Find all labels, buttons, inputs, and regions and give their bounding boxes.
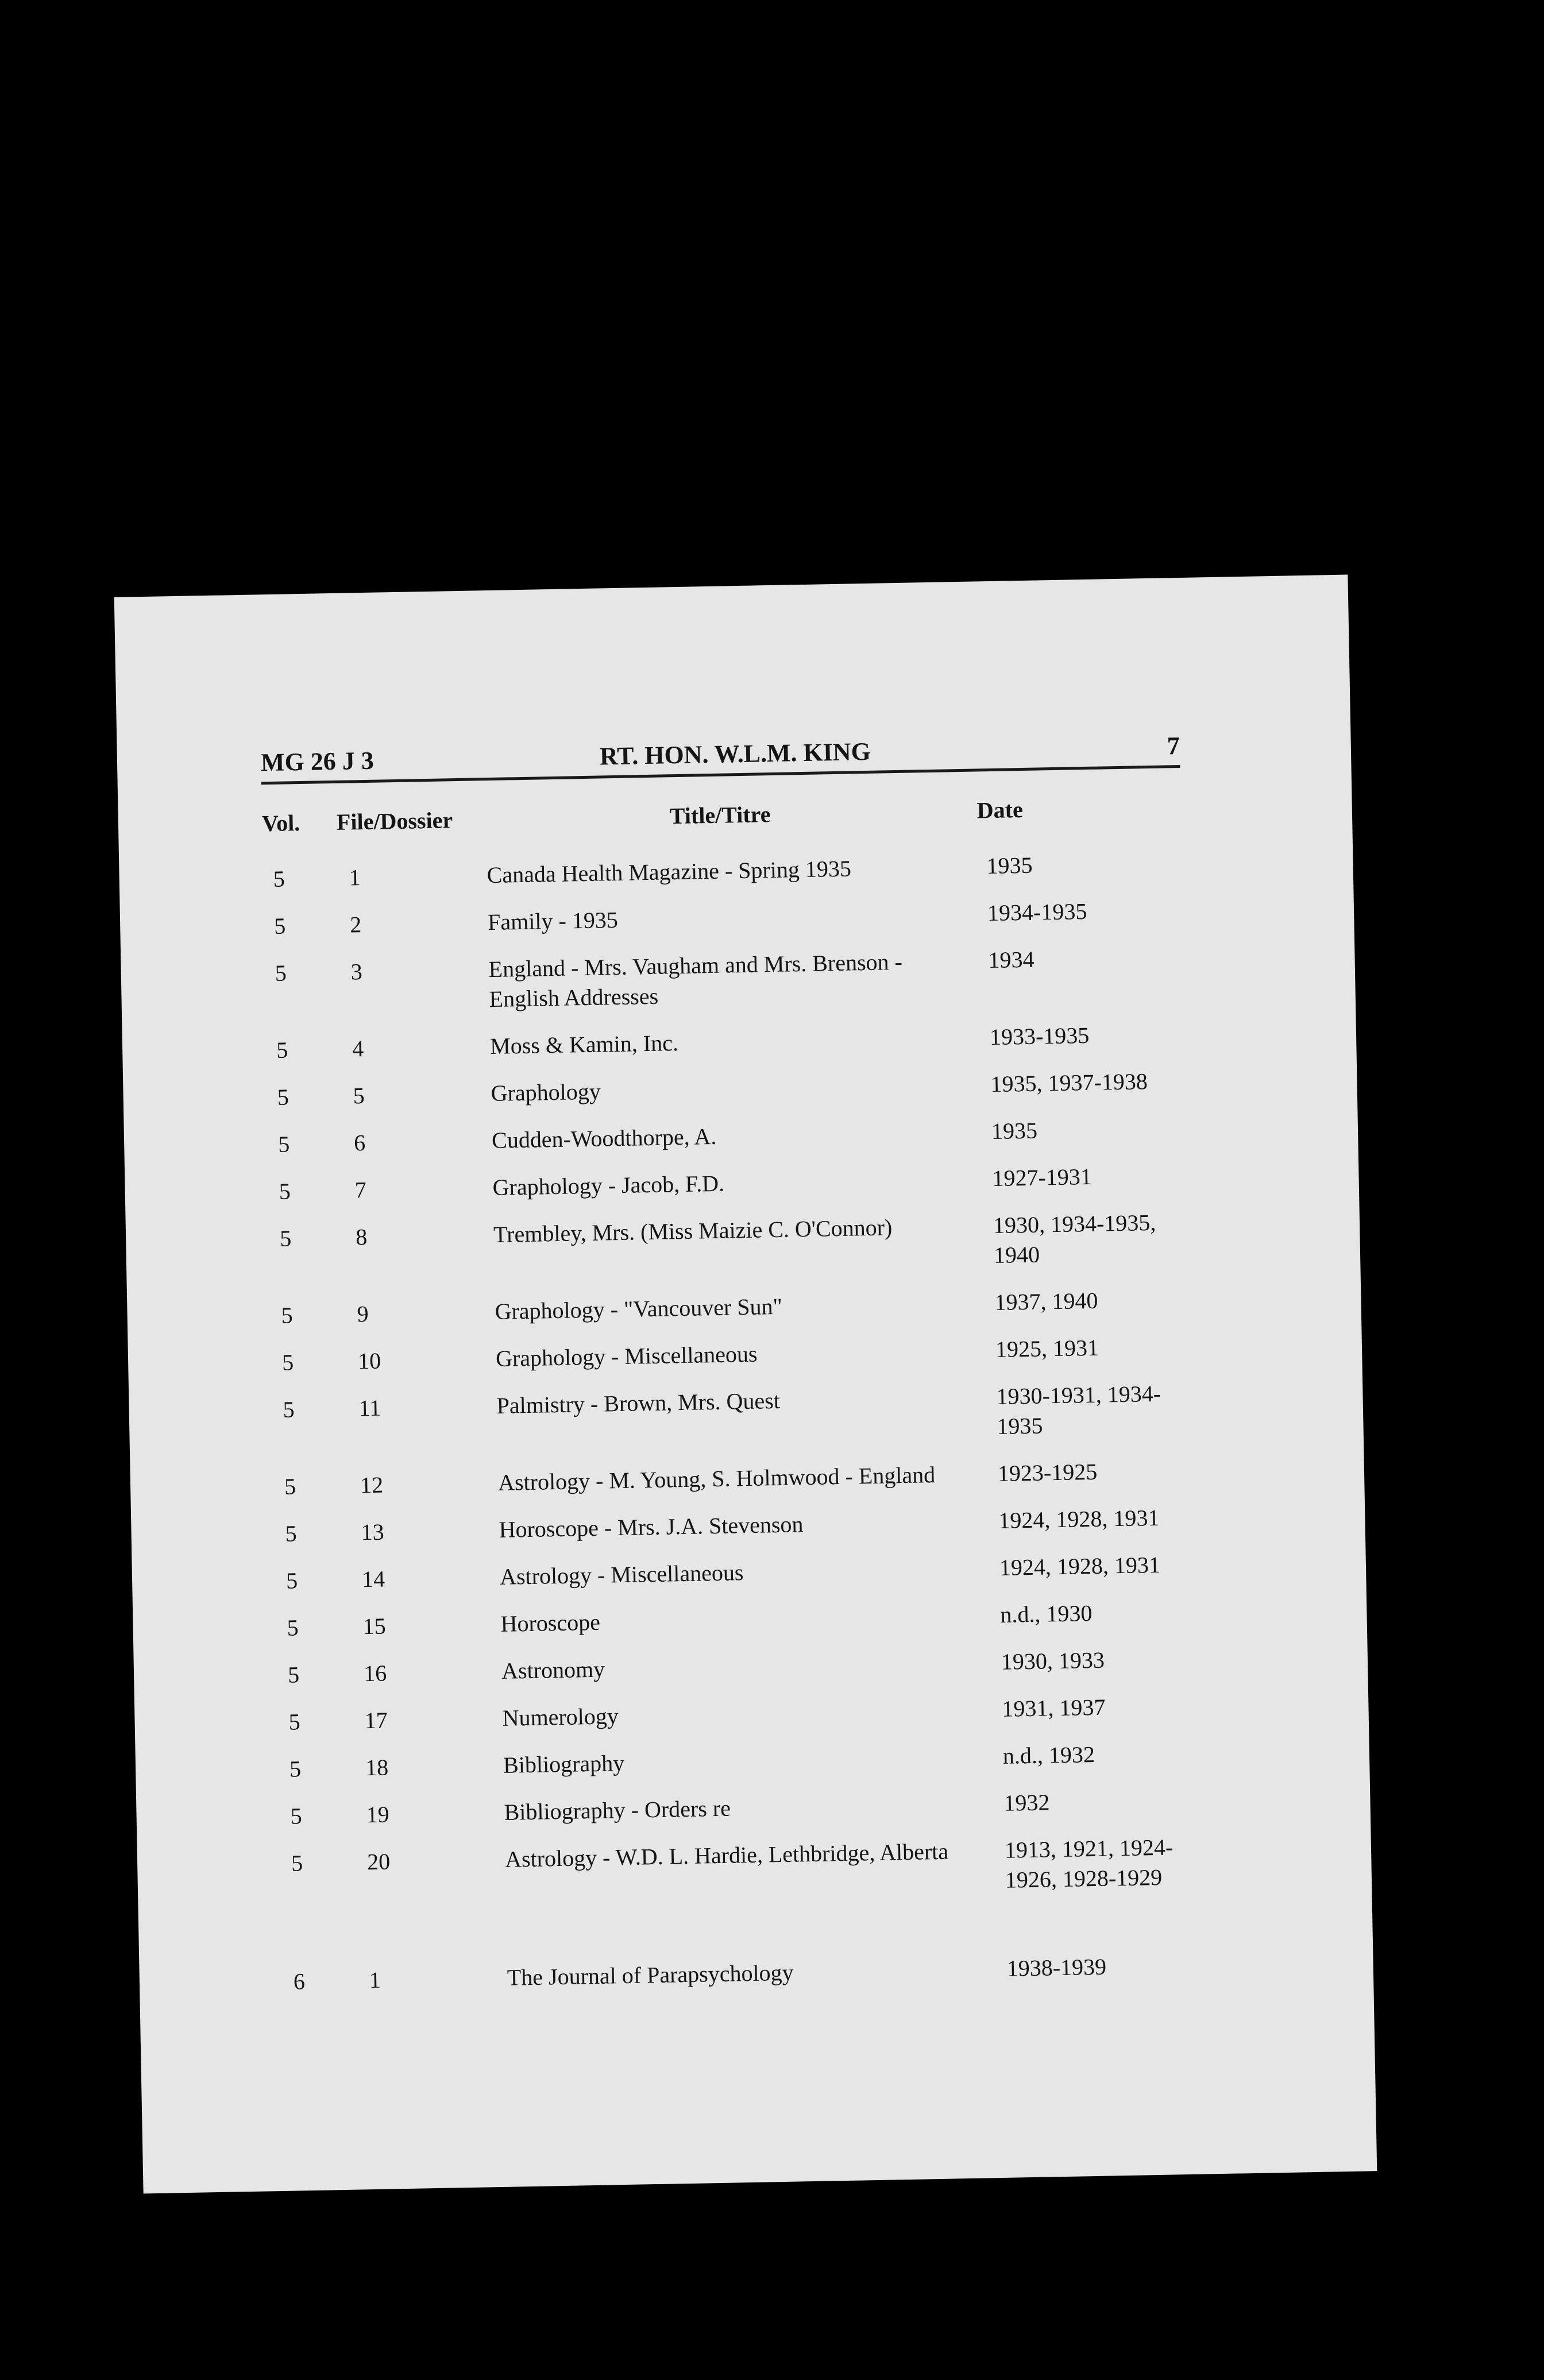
row-file: 1 bbox=[369, 1966, 381, 1993]
row-file: 10 bbox=[357, 1347, 381, 1374]
fonds-title: RT. HON. W.L.M. KING bbox=[599, 737, 871, 771]
table-row bbox=[134, 1640, 1368, 1688]
row-date: 1931, 1937 bbox=[1002, 1694, 1106, 1722]
row-date: 1938-1939 bbox=[1006, 1953, 1107, 1981]
row-vol: 6 bbox=[293, 1968, 306, 1995]
table-row bbox=[121, 938, 1354, 1013]
row-file: 5 bbox=[353, 1083, 365, 1109]
row-date: 1925, 1931 bbox=[995, 1334, 1099, 1363]
table-row bbox=[127, 1281, 1361, 1328]
column-header-date: Date bbox=[976, 796, 1024, 824]
table-row bbox=[124, 1110, 1358, 1157]
row-date: 1933-1935 bbox=[989, 1022, 1090, 1050]
row-vol: 5 bbox=[281, 1349, 294, 1376]
table-row bbox=[133, 1593, 1367, 1641]
row-file: 2 bbox=[349, 911, 362, 938]
row-title: Astrology - Miscellaneous bbox=[499, 1559, 744, 1590]
row-title: Graphology - "Vancouver Sun" bbox=[495, 1293, 783, 1324]
row-file: 11 bbox=[358, 1394, 381, 1421]
row-title: Astrology - W.D. L. Hardie, Lethbridge, Alberta bbox=[504, 1838, 949, 1872]
row-vol: 5 bbox=[277, 1131, 290, 1157]
table-row bbox=[128, 1328, 1362, 1376]
row-title: Cudden-Woodthorpe, A. bbox=[491, 1123, 717, 1154]
row-date: 1923-1925 bbox=[997, 1458, 1098, 1486]
row-vol: 5 bbox=[276, 1037, 288, 1063]
row-date: 1934-1935 bbox=[987, 898, 1087, 926]
page-number: 7 bbox=[1167, 731, 1180, 760]
row-title: Horoscope bbox=[500, 1609, 601, 1637]
row-title: Horoscope - Mrs. J.A. Stevenson bbox=[499, 1511, 804, 1543]
table-row bbox=[132, 1546, 1366, 1594]
row-title: Moss & Kamin, Inc. bbox=[489, 1030, 679, 1060]
row-title: Numerology bbox=[502, 1703, 619, 1731]
row-date: 1932 bbox=[1003, 1789, 1050, 1816]
table-row bbox=[129, 1375, 1362, 1439]
row-file: 8 bbox=[355, 1224, 368, 1250]
row-vol: 5 bbox=[287, 1662, 300, 1688]
row-date: 1934 bbox=[988, 946, 1035, 973]
row-date: 1935 bbox=[986, 852, 1033, 879]
row-file: 13 bbox=[361, 1519, 385, 1546]
table-row bbox=[134, 1687, 1368, 1735]
row-title: Astrology - M. Young, S. Holmwood - England bbox=[497, 1461, 936, 1496]
table-row bbox=[131, 1499, 1365, 1547]
row-file: 3 bbox=[350, 959, 363, 985]
row-file: 1 bbox=[349, 864, 361, 891]
row-vol: 5 bbox=[283, 1396, 295, 1423]
table-row bbox=[119, 844, 1353, 892]
row-vol: 5 bbox=[273, 913, 286, 939]
row-vol: 5 bbox=[284, 1473, 296, 1500]
table-row bbox=[126, 1204, 1360, 1269]
row-title: Bibliography - Orders re bbox=[504, 1795, 731, 1825]
table-row bbox=[122, 1015, 1356, 1063]
table-row bbox=[137, 1829, 1371, 1893]
row-date: 1930-1931, 1934-1935 bbox=[996, 1380, 1161, 1439]
row-title: Graphology - Miscellaneous bbox=[495, 1340, 758, 1371]
row-file: 16 bbox=[363, 1660, 387, 1687]
row-title: Astronomy bbox=[501, 1656, 605, 1684]
row-date: 1935, 1937-1938 bbox=[990, 1068, 1148, 1098]
table-row bbox=[123, 1062, 1357, 1110]
row-date: 1913, 1921, 1924-1926, 1928-1929 bbox=[1004, 1834, 1174, 1893]
row-date: n.d., 1932 bbox=[1002, 1741, 1095, 1769]
row-title: Trembley, Mrs. (Miss Maizie C. O'Connor) bbox=[493, 1214, 893, 1247]
row-vol: 5 bbox=[285, 1567, 298, 1594]
row-title: Family - 1935 bbox=[487, 906, 619, 936]
column-header-title: Title/Titre bbox=[669, 801, 771, 829]
row-date: 1924, 1928, 1931 bbox=[998, 1504, 1160, 1533]
row-date: 1930, 1933 bbox=[1001, 1647, 1105, 1675]
table-row bbox=[130, 1452, 1364, 1500]
row-vol: 5 bbox=[279, 1225, 292, 1251]
row-file: 14 bbox=[361, 1566, 385, 1593]
row-title: Bibliography bbox=[503, 1749, 625, 1778]
row-date: 1937, 1940 bbox=[994, 1287, 1098, 1316]
row-title: Graphology - Jacob, F.D. bbox=[492, 1170, 725, 1201]
row-file: 9 bbox=[357, 1301, 369, 1327]
row-file: 15 bbox=[362, 1613, 387, 1640]
row-title: Graphology bbox=[491, 1078, 601, 1107]
file-list bbox=[114, 575, 1377, 2194]
row-vol: 5 bbox=[279, 1178, 291, 1204]
collection-reference: MG 26 J 3 bbox=[260, 746, 375, 777]
row-vol: 5 bbox=[275, 960, 287, 986]
row-vol: 5 bbox=[273, 866, 285, 892]
row-file: 17 bbox=[364, 1707, 388, 1734]
row-file: 19 bbox=[366, 1801, 390, 1828]
row-title: The Journal of Parapsychology bbox=[507, 1959, 794, 1991]
table-row bbox=[120, 891, 1354, 939]
row-file: 12 bbox=[360, 1471, 384, 1498]
row-vol: 5 bbox=[285, 1520, 298, 1547]
row-file: 4 bbox=[352, 1036, 364, 1062]
row-title: Palmistry - Brown, Mrs. Quest bbox=[496, 1387, 781, 1419]
row-title: England - Mrs. Vaugham and Mrs. Brenson - English Addresses bbox=[488, 948, 903, 1013]
row-date: 1930, 1934-1935, 1940 bbox=[993, 1209, 1156, 1269]
row-vol: 5 bbox=[290, 1803, 303, 1829]
row-vol: 5 bbox=[289, 1756, 302, 1782]
table-row bbox=[125, 1157, 1358, 1204]
column-header-file: File/Dossier bbox=[336, 807, 453, 835]
column-header-vol: Vol. bbox=[261, 810, 300, 837]
row-title: Canada Health Magazine - Spring 1935 bbox=[487, 855, 852, 888]
row-date: 1935 bbox=[991, 1117, 1038, 1145]
row-date: 1927-1931 bbox=[992, 1163, 1093, 1192]
row-file: 6 bbox=[353, 1130, 366, 1156]
row-vol: 5 bbox=[287, 1614, 299, 1641]
row-vol: 5 bbox=[277, 1084, 290, 1110]
row-file: 18 bbox=[365, 1754, 389, 1781]
row-date: 1924, 1928, 1931 bbox=[999, 1551, 1161, 1581]
row-date: n.d., 1930 bbox=[1000, 1600, 1093, 1628]
row-vol: 5 bbox=[291, 1850, 303, 1876]
table-row bbox=[136, 1734, 1369, 1782]
document-page bbox=[114, 575, 1377, 2194]
row-file: 20 bbox=[366, 1848, 391, 1875]
table-row bbox=[136, 1782, 1370, 1829]
row-vol: 5 bbox=[288, 1709, 301, 1735]
table-row bbox=[140, 1947, 1373, 1995]
row-vol: 5 bbox=[281, 1302, 294, 1328]
row-file: 7 bbox=[354, 1177, 367, 1203]
